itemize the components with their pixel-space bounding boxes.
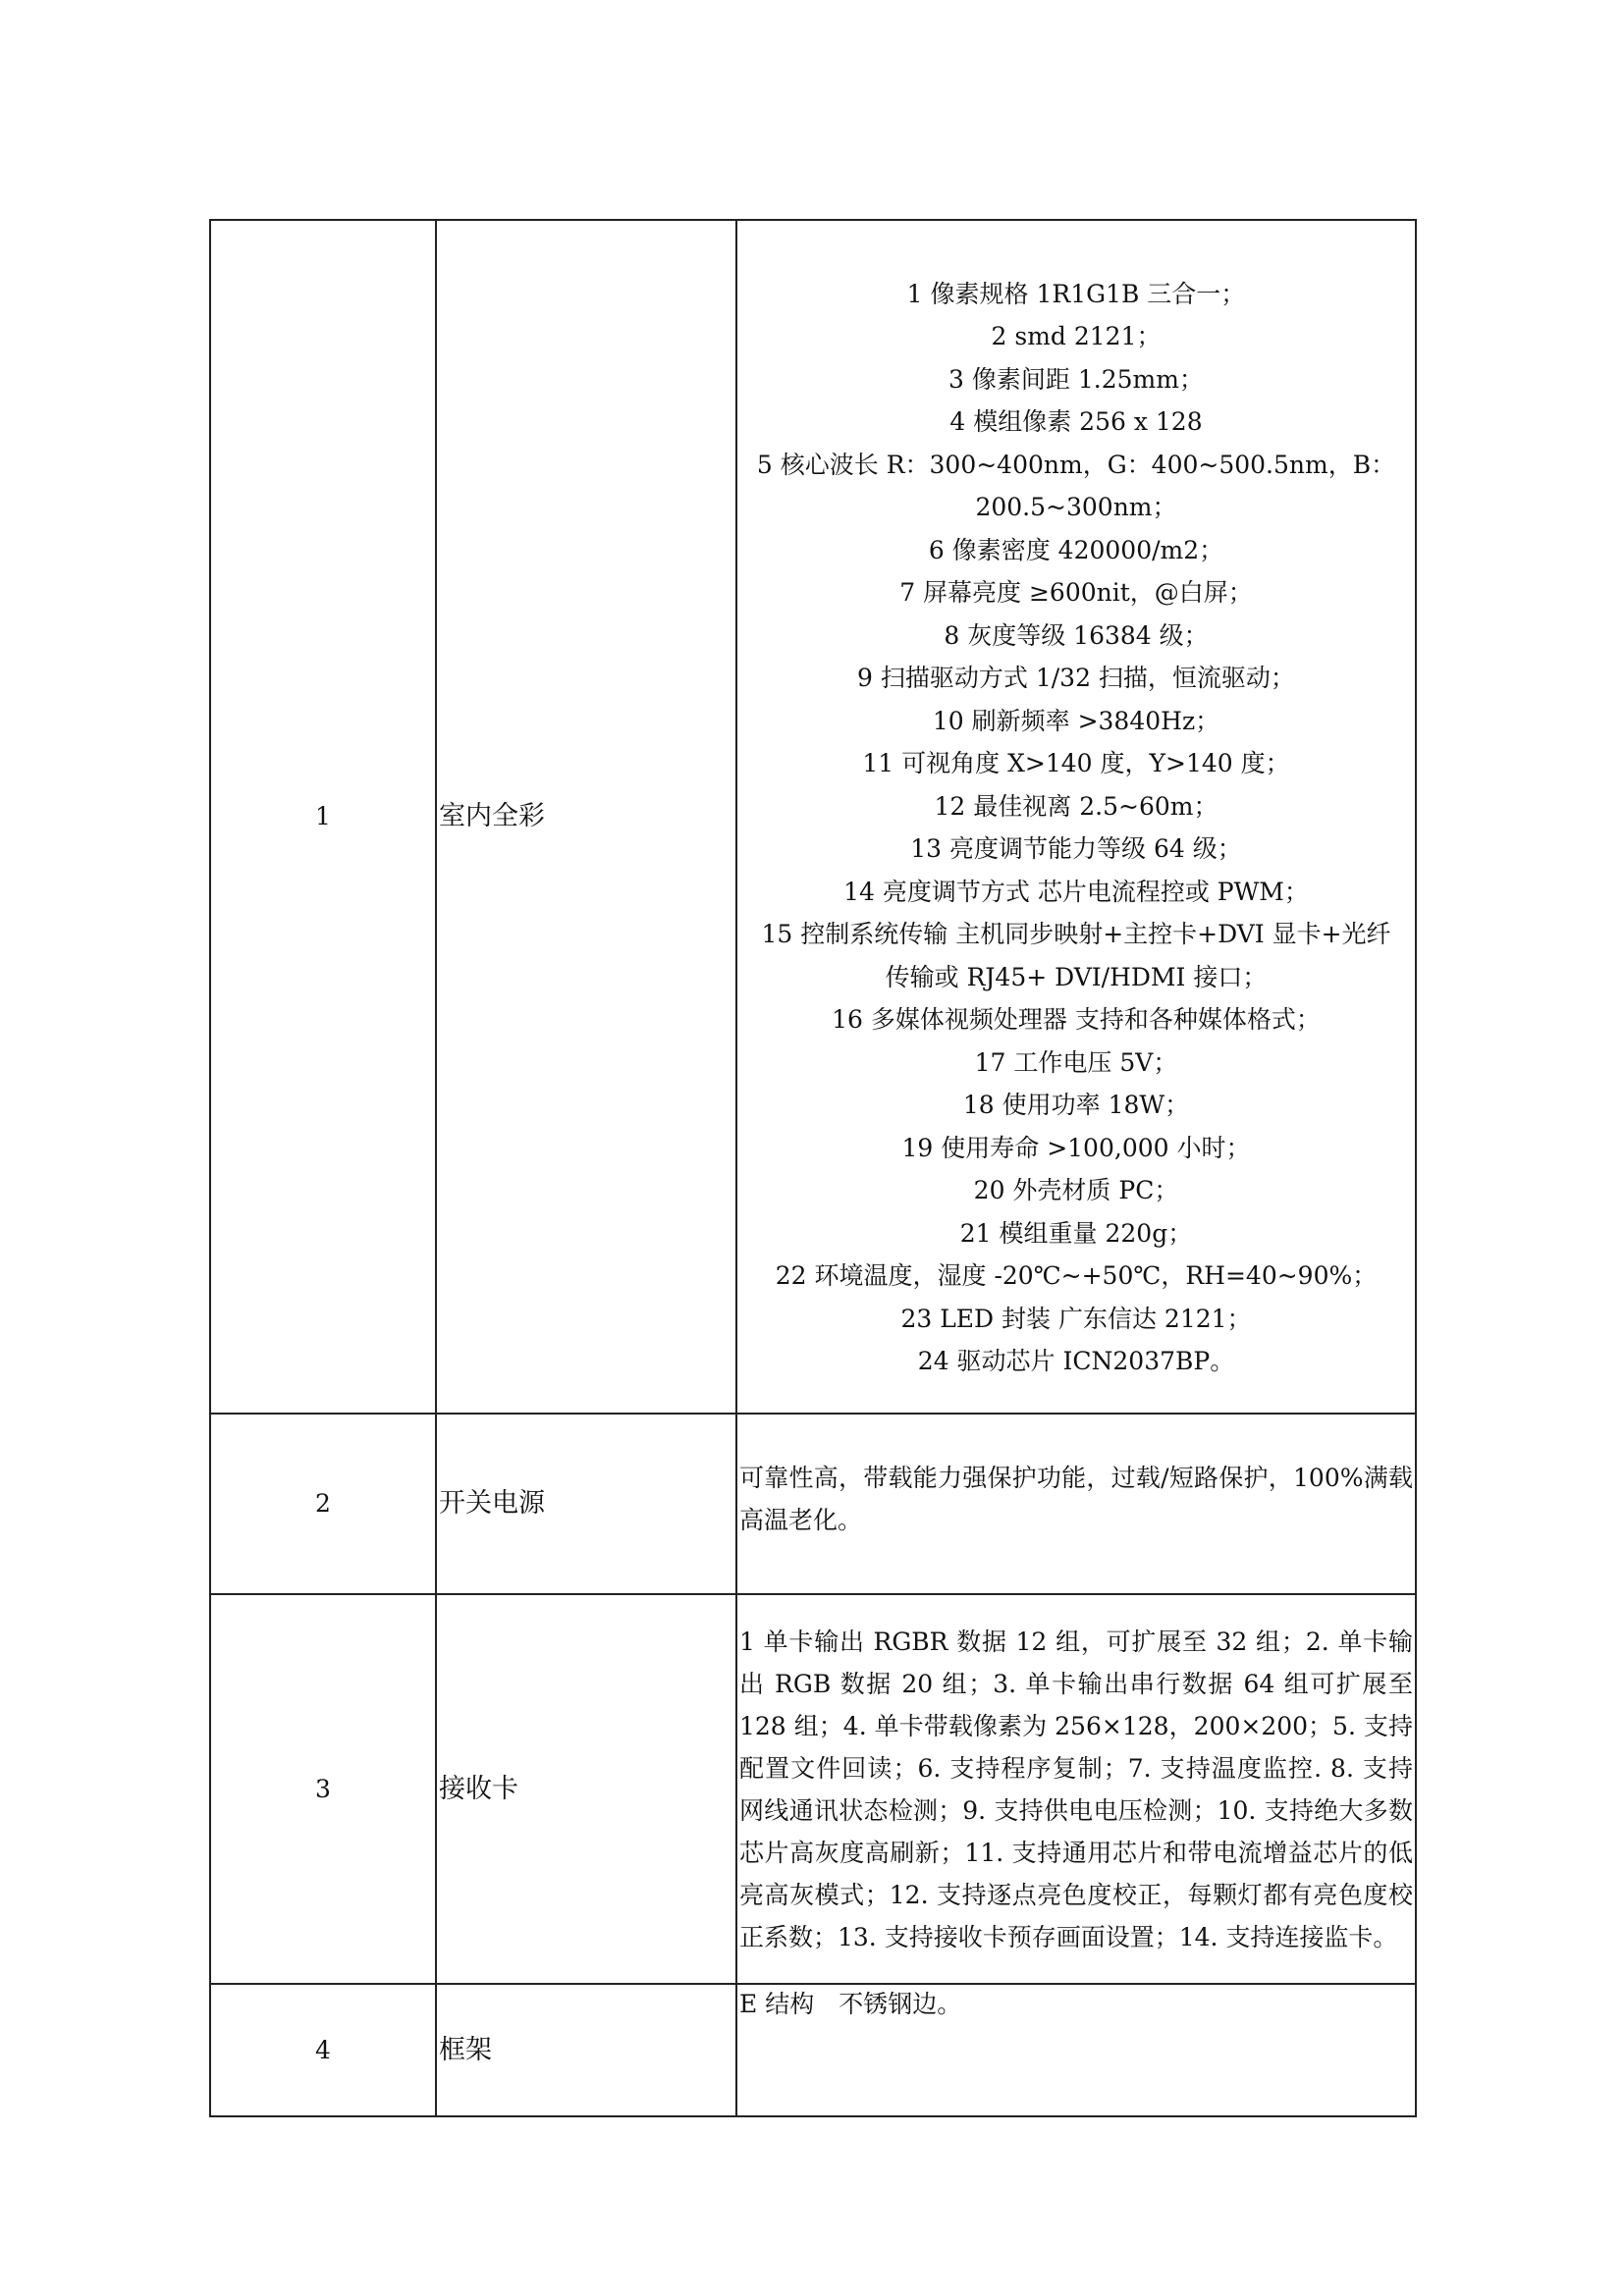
spec-line: 2 smd 2121； (991, 322, 1162, 350)
item-name: 框架 (436, 1984, 736, 2116)
item-description: 可靠性高，带载能力强保护功能，过载/短路保护，100%满载高温老化。 (736, 1414, 1416, 1594)
spec-line: 18 使用功率 18W； (962, 1091, 1190, 1119)
spec-line: 传输或 RJ45+ DVI/HDMI 接口； (885, 962, 1268, 991)
row-number: 3 (210, 1594, 436, 1984)
row-number: 4 (210, 1984, 436, 2116)
item-description: 1 单卡输出 RGBR 数据 12 组，可扩展至 32 组；2. 单卡输出 RGB 数据 20 组；3. 单卡输出串行数据 64 组可扩展至 128 组；4. 单卡带载像素为 256×128，200×200；5. 支持配置文件回读；6. 支持程序复制；7. 支持温度监控. 8. 支持网线通讯状态检测；9. 支持供电电压检测；10. 支持绝大多数芯片高灰度高刷新；11. 支持通用芯片和带电流增益芯片的低亮高灰模式；12. 支持逐点亮色度校正，每颗灯都有亮色度校正系数；13. 支持接收卡预存画面设置；14. 支持连接监卡。 (736, 1594, 1416, 1984)
spec-line: 7 屏幕亮度 ≥600nit，@白屏； (899, 578, 1253, 607)
table-row (210, 1594, 1416, 1984)
spec-line: 8 灰度等级 16384 级； (944, 620, 1209, 650)
spec-line: 200.5~300nm； (975, 493, 1177, 521)
row-number: 1 (210, 220, 436, 1414)
spec-line: 20 外壳材质 PC； (973, 1176, 1179, 1204)
spec-line: 1 像素规格 1R1G1B 三合一； (906, 279, 1246, 308)
spec-line: 16 多媒体视频处理器 支持和各种媒体格式； (832, 1005, 1321, 1034)
spec-line: 17 工作电压 5V； (974, 1047, 1178, 1077)
spec-line: 19 使用寿命 >100,000 小时； (901, 1133, 1251, 1162)
spec-line: 5 核心波长 R：300~400nm，G：400~500.5nm，B： (756, 450, 1396, 479)
spec-line: 15 控制系统传输 主机同步映射+主控卡+DVI 显卡+光纤 (761, 920, 1391, 948)
spec-line: 6 像素密度 420000/m2； (928, 535, 1224, 564)
spec-line: 4 模组像素 256 x 128 (949, 407, 1203, 436)
spec-line: 24 驱动芯片 ICN2037BP。 (917, 1347, 1235, 1375)
item-name: 开关电源 (436, 1414, 736, 1594)
row-number: 2 (210, 1414, 436, 1594)
item-name: 接收卡 (436, 1594, 736, 1984)
spec-table (209, 219, 1417, 2117)
item-name: 室内全彩 (436, 220, 736, 1414)
table-row (210, 1414, 1416, 1594)
spec-line: 12 最佳视离 2.5~60m； (934, 791, 1218, 821)
spec-line: 10 刷新频率 >3840Hz； (932, 706, 1220, 735)
spec-line: 21 模组重量 220g； (959, 1218, 1193, 1248)
table-row (210, 1984, 1416, 2116)
spec-line: 9 扫描驱动方式 1/32 扫描，恒流驱动； (857, 664, 1295, 692)
item-description: E 结构 不锈钢边。 (736, 1984, 1416, 2116)
spec-line: 3 像素间距 1.25mm； (948, 364, 1204, 394)
spec-line: 23 LED 封装 广东信达 2121； (900, 1304, 1252, 1333)
spec-line: 14 亮度调节方式 芯片电流程控或 PWM； (843, 877, 1309, 906)
spec-line: 11 可视角度 X>140 度，Y>140 度； (862, 749, 1290, 777)
spec-line: 13 亮度调节能力等级 64 级； (910, 834, 1242, 863)
item-spec-list (736, 220, 1416, 1414)
table-row (210, 220, 1416, 1414)
spec-line: 22 环境温度，湿度 -20℃~+50℃，RH=40~90%； (775, 1261, 1378, 1290)
